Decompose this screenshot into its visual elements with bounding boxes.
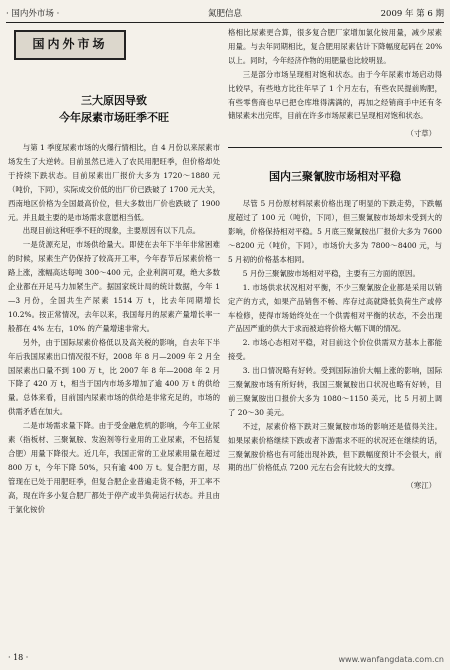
article2-paragraph: 尽管 5 月份原材料尿素价格出现了明显的下跌走势，下跌幅度超过了 100 元（吨价，下同），但三聚氰胺市场却未受到大的影响，价格保持相对平稳。5 月底三聚氰胺出厂报价大多为 7600～8200 元（吨价，下同），市场价大多为 7800～8400 元，与 5 月初的价格基本相同。 xyxy=(228,199,442,264)
article1-paragraph: 出现目前这种旺季不旺的现象，主要原因有以下几点。 xyxy=(22,226,201,236)
article1-paragraph: 格相比尿素更合算，很多复合肥厂家增加氯化铵用量，减少尿素用量。与去年同期相比，复合肥用尿素估计下降幅度起码在 20% 以上。同时，今年经济作物的用肥量也比较明显。 xyxy=(228,28,442,65)
article1-title-line2: 今年尿素市场旺季不旺 xyxy=(59,111,169,124)
article1-title-line1: 三大原因导致 xyxy=(81,94,147,107)
article1-paragraph: 与第 1 季度尿素市场的火爆行情相比，自 4 月份以来尿素市场发生了大逆转。目前虽然已进入了农民用肥旺季，但价格却处于持续下跌状态。目前尿素出厂报价大多为 1720～1880 元（吨价，下同），实际成交价低的出厂价已跌破了 1700 元大关，西南地区价格为全国最高价位，但大多数出厂价也跌破了 1900 元。并且最主要的是市场需求意愿相当低。 xyxy=(8,143,220,222)
watermark: www.wanfangdata.com.cn xyxy=(338,655,444,664)
article2-paragraph: 不过，尿素价格下跌对三聚氰胺市场的影响还是值得关注。如果尿素价格继续下跌或者下游需求不旺的状况还在继续的话，三聚氰胺价格也有可能出现补跌，但下跌幅度预计不会很大，前期的出厂价格低点 7200 元左右会有比较大的支撑。 xyxy=(228,421,442,473)
article2-author: （寒江） xyxy=(406,481,436,491)
section-banner: 国内外市场 xyxy=(14,30,126,60)
article1-paragraph: 三是部分市场呈现相对饱和状态。由于今年尿素市场启动得比较早，有些地方比往年早了 1 个月左右，有些农民提前购肥，有些零售商也早已把仓库堆得满满的，再加之经销商手中还有冬储尿素未出完库，目前在许多市场尿素已呈现相对饱和状态。 xyxy=(228,69,442,121)
article2-paragraph: 3. 出口情况略有好转。受到国际油价大幅上涨的影响，国际三聚氰胺市场有所好转，我国三聚氰胺出口状况也略有好转，目前三聚氰胺出口报价大多为 1080～1150 美元，比 5 月初上调了 20～30 美元。 xyxy=(228,366,442,417)
article2-title: 国内三聚氰胺市场相对平稳 xyxy=(269,170,401,184)
article-divider xyxy=(228,147,442,148)
right-column xyxy=(228,26,442,642)
issue-label: 2009 年 第 6 期 xyxy=(380,9,444,19)
article2-paragraph: 5 月份三聚氰胺市场相对平稳，主要有三方面的原因。 xyxy=(242,268,420,278)
header-rule xyxy=(6,22,444,23)
section-label: · 国内外市场 · xyxy=(6,9,60,19)
page-number: · 18 · xyxy=(8,653,29,662)
article1-paragraph: 另外，由于国际尿素价格低以及高关税的影响，自去年下半年后我国尿素出口情况很不好，2008 年 8 月—2009 年 2 月全国尿素出口量不到 100 万 t，比 2007 年 8 年—2008 年 2 月下降了 420 万 t，相当于国内市场多增加了逾 400 万 t 的供给量。总体来看，目前国内尿素市场的供给是非常充足的，市场的供需矛盾在加大。 xyxy=(8,337,220,417)
article1-paragraph: 一是货源充足，市场供给量大。即使在去年下半年非常困难的时候，尿素生产仍保持了较高开工率，今年春节后尿素价格一路上涨，涨幅高达每吨 300～400 元，企业利润可观，绝大多数企业都在开足马力加紧生产。据国家统计局的统计数据，今年 1—3 月份，全国共生产尿素 1514 万 t，比去年同期增长 10.2%。按正常情况，去年以来，我国每月的尿素产量增长率一般都在 4% 左右，10% 的产量增速非常大。 xyxy=(8,240,220,333)
article1-author: （寸草） xyxy=(406,129,436,139)
page-header xyxy=(6,6,444,22)
article2-paragraph: 1. 市场供求状况相对平衡，不少三聚氰胺企业都是采用以销定产的方式，如果产品销售不畅、库存过高就降低负荷生产或停车检修，使得市场始终处在一个供需相对平衡的状态，不会出现产品因严重的供大于求而被迫将价格大幅下调的情况。 xyxy=(228,282,442,334)
left-column xyxy=(8,26,220,642)
article2-paragraph: 2. 市场心态相对平稳，对目前这个价位供需双方基本上都能接受。 xyxy=(228,338,442,362)
article1-paragraph: 二是市场需求量下降。由于受金融危机的影响，今年工业尿素（指板材、三聚氰胺、发泡剂等行业用的工业尿素，不包括复合肥）用量下降很大。近几年，我国正常的工业尿素用量在超过 800 万 t，今年下降 50%，只有逾 400 万 t。复合肥方面，尽管现在已处于用肥旺季，但复合肥企业普遍走货不畅，开工率不高，现在许多小复合肥厂都处于停产或半负荷运行状态。并且由于氯化铵价 xyxy=(8,421,220,514)
publication-title: 氮肥信息 xyxy=(207,9,242,19)
